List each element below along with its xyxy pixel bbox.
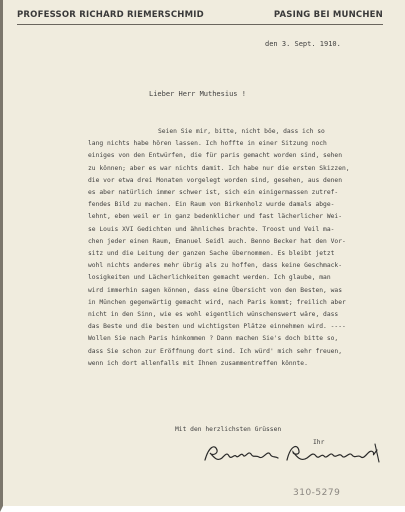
archive-reference: 310-5279: [293, 488, 341, 498]
body-line: losigkeiten und Lächerlichkeiten gemacht werden. Ich glaube, man: [88, 274, 331, 282]
letterhead-rule: [17, 24, 383, 25]
body-line: chen jeder einen Raum, Emanuel Seidl auch. Benno Becker hat den Vor-: [88, 237, 346, 245]
closing-line: Mit den herzlichsten Grüssen: [175, 426, 282, 433]
letter-date: den 3. Sept. 1910.: [265, 40, 341, 48]
body-line: sitz und die Leitung der ganzen Sache übernommen. Es bleibt jetzt: [88, 250, 335, 258]
body-line: dass Sie schon zur Eröffnung dort sind. Ich würd' mich sehr freuen,: [88, 347, 343, 355]
signature-drawing: [203, 440, 383, 466]
handwritten-signature: [203, 440, 383, 470]
body-line: die vor etwa drei Monaten vorgelegt worden sind, gesehen, aus denen: [88, 176, 343, 184]
body-line: wird immerhin sagen können, dass eine Übersicht von den Besten, was: [88, 286, 343, 294]
letterhead-name: PROFESSOR RICHARD RIEMERSCHMID: [17, 10, 204, 20]
letterhead-location: PASING BEI MUNCHEN: [273, 10, 383, 20]
letterhead: [17, 10, 383, 20]
body-line: fendes Bild zu machen. Ein Raum von Birkenholz wurde damals abge-: [88, 201, 335, 209]
body-line: wenn ich dort allenfalls mit Ihnen zusammentreffen könnte.: [88, 359, 308, 367]
body-line: einiges von den Entwürfen, die für paris gemacht worden sind, sehen: [88, 152, 343, 160]
body-line: wohl nichts anderes mehr übrig als zu hoffen, dass keine Geschmack-: [88, 262, 343, 270]
body-line: Seien Sie mir, bitte, nicht böe, dass ich so: [158, 128, 325, 135]
letter-body: [88, 126, 394, 370]
body-line: se Louis XVI Gedichten und ähnliches brachte. Troost und Veil ma-: [88, 225, 335, 233]
body-line: das Beste und die besten und wichtigsten Plätze einnehmen wird. ----: [88, 323, 346, 331]
body-line: in München gegenwärtig gemacht wird, nach Paris kommt; freilich aber: [88, 298, 346, 306]
body-line: Wollen Sie nach Paris hinkommen ? Dann machen Sie's doch bitte so,: [88, 335, 339, 343]
body-line: lehnt, eben weil er in ganz bedenklicher und fast lächerlicher Wei-: [88, 213, 343, 221]
body-line: es aber natürlich immer schwer ist, sich ein einigermassen zutref-: [88, 189, 339, 197]
body-line: zu können; aber es war nichts damit. Ich habe nur die ersten Skizzen,: [88, 164, 350, 172]
closing-ihr: Ihr: [313, 439, 325, 446]
body-line: nicht in den Sinn, wie es wohl eigentlich wünschenswert wäre, dass: [88, 311, 339, 319]
salutation: Lieber Herr Muthesius !: [149, 90, 246, 98]
body-line: lang nichts habe hören lassen. Ich hoffte in einer Sitzung noch: [88, 140, 327, 148]
